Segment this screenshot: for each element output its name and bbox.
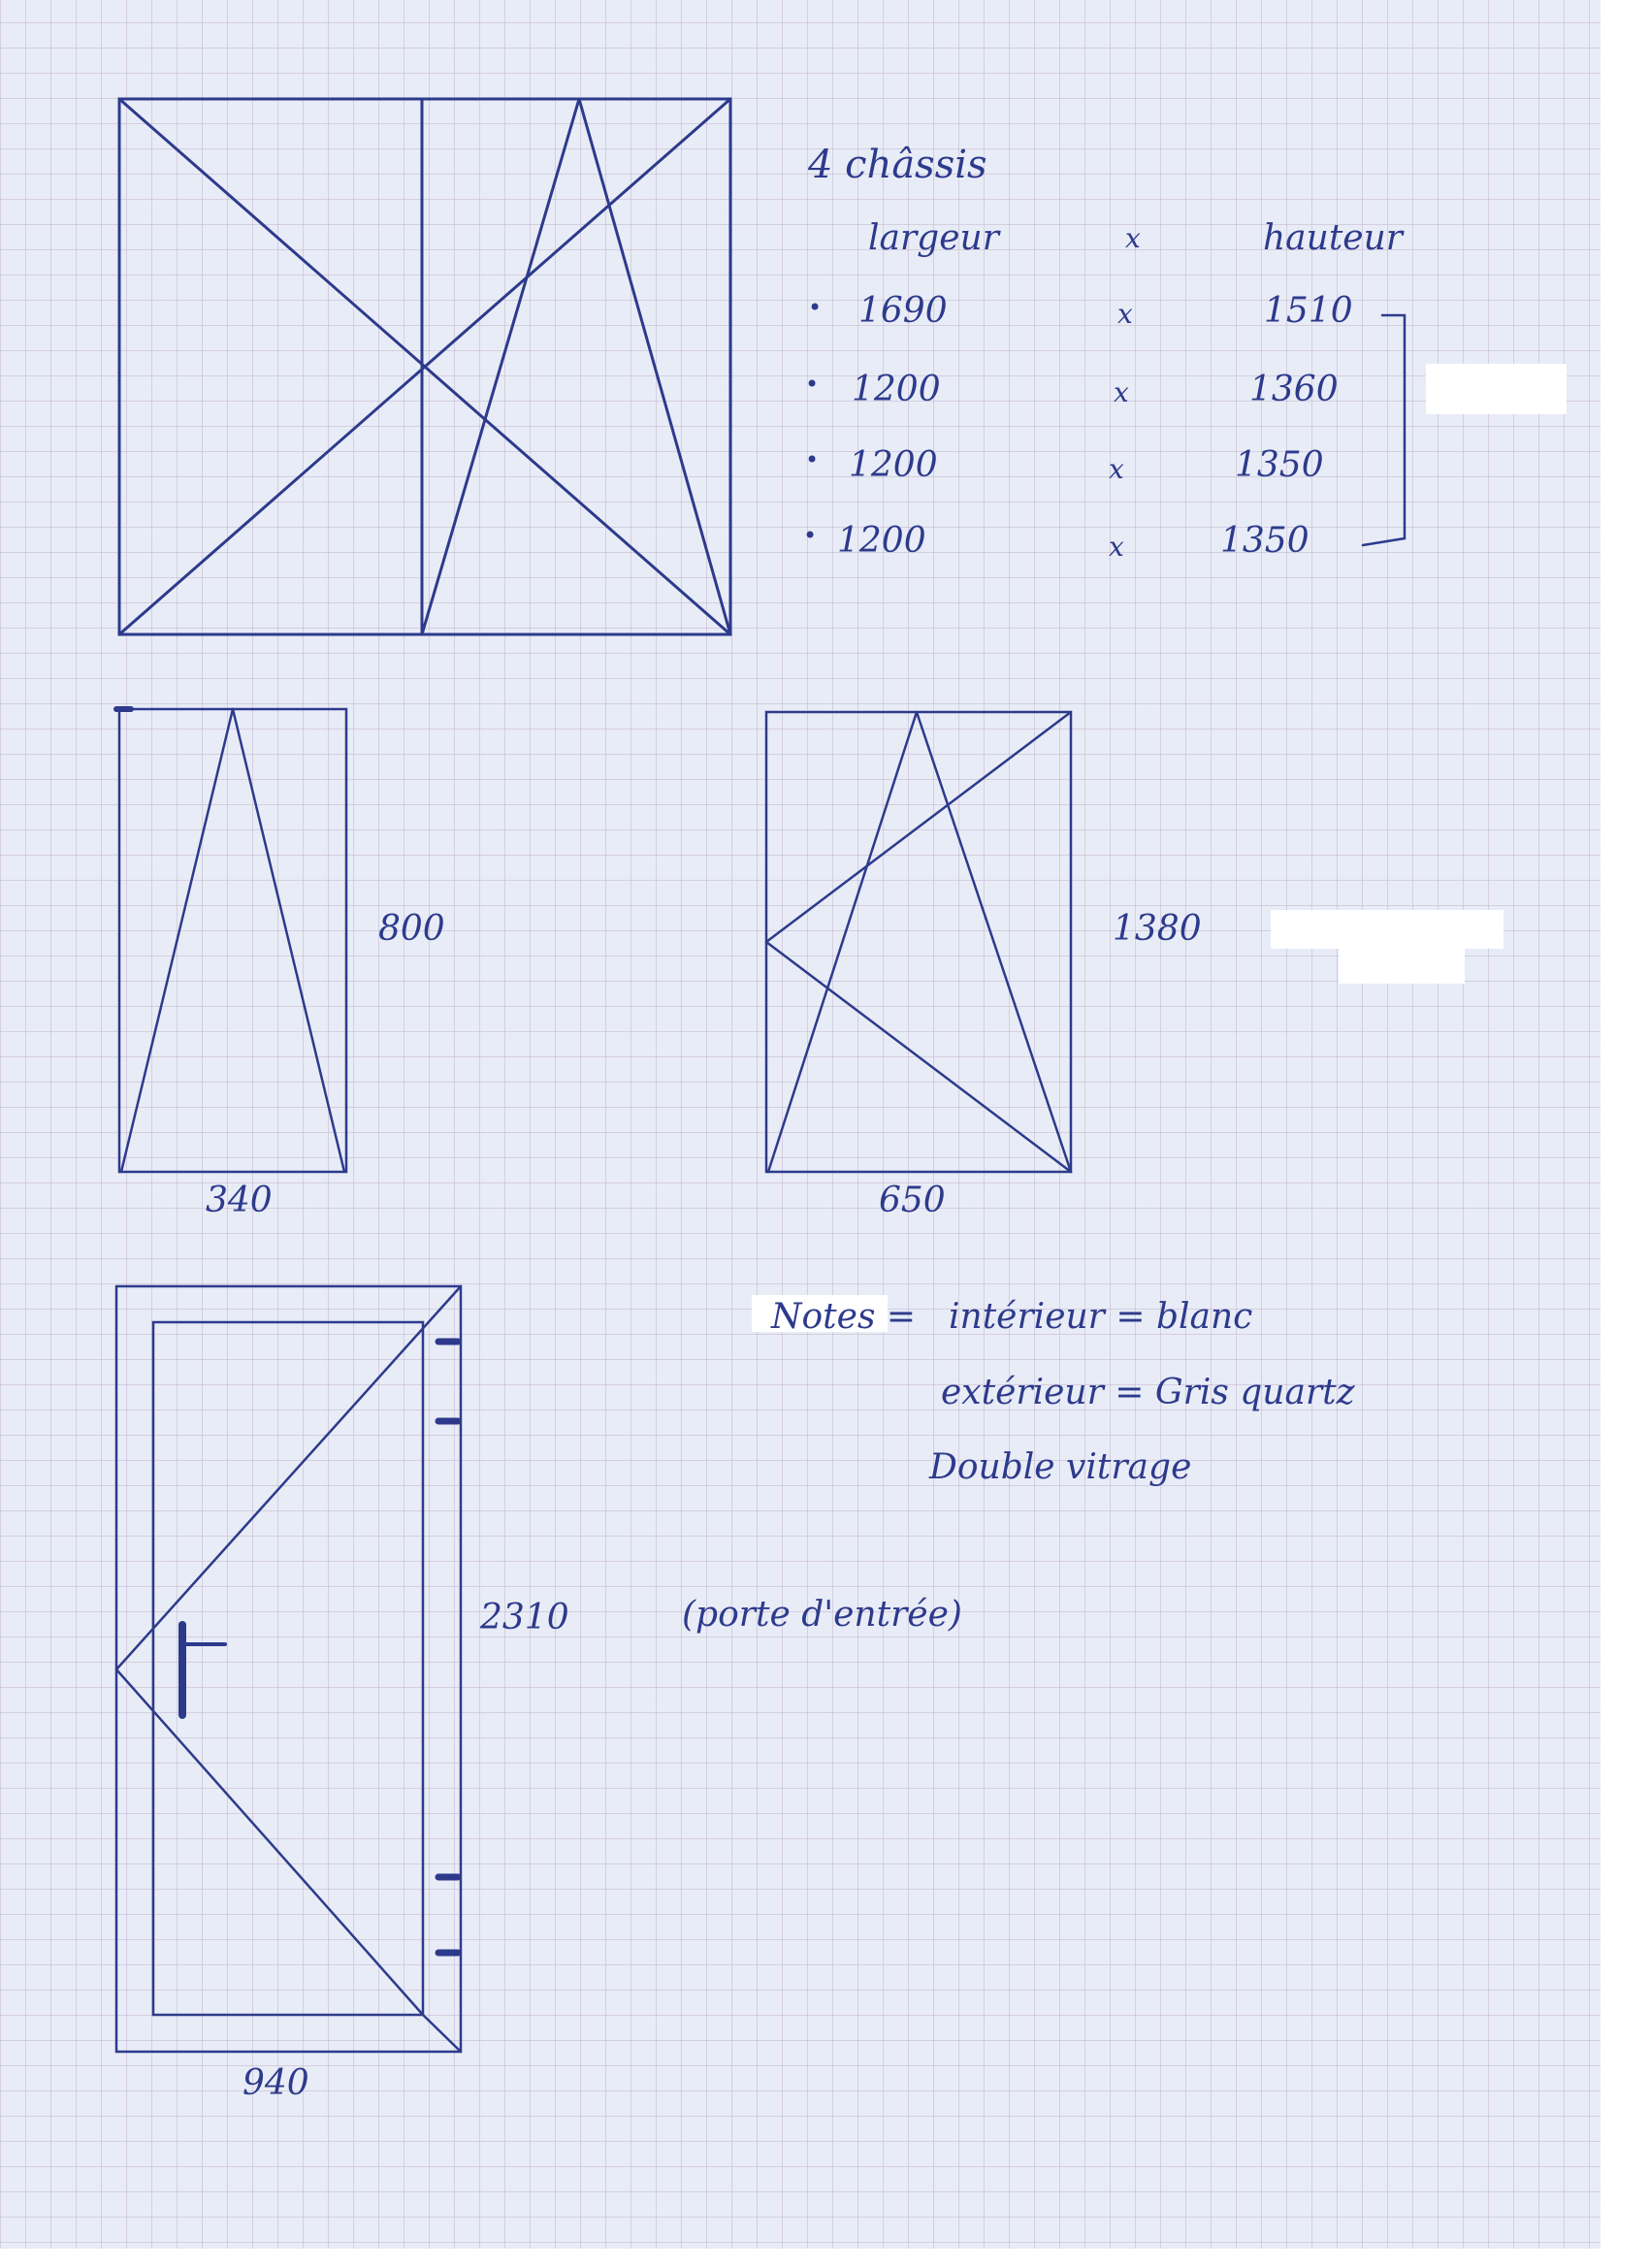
column-header-height: hauteur [1263, 218, 1403, 258]
table-bracket [1363, 315, 1405, 545]
window-large-drawing [119, 99, 730, 634]
column-header-times: x [1125, 222, 1141, 254]
door-drawing [116, 1286, 461, 2052]
row-bullet: • [803, 522, 818, 549]
row-width: 1200 [849, 445, 938, 485]
door-height: 2310 [480, 1598, 569, 1637]
notes-exterior: extérieur = Gris quartz [941, 1373, 1355, 1412]
door-width: 940 [242, 2063, 309, 2103]
window-small-drawing [116, 709, 346, 1172]
row-height: 1510 [1264, 291, 1353, 331]
window-medium-width: 650 [879, 1181, 946, 1220]
window-small-height: 800 [378, 909, 445, 949]
door-caption: (porte d'entrée) [682, 1595, 962, 1635]
notes-label: Notes = [771, 1297, 917, 1337]
window-small-width: 340 [206, 1181, 273, 1220]
row-bullet: • [805, 446, 820, 473]
row-height: 1350 [1235, 445, 1324, 485]
correction-patch [1426, 364, 1567, 414]
row-width: 1200 [837, 521, 926, 561]
row-times: x [1114, 376, 1129, 408]
window-medium-drawing [766, 712, 1071, 1172]
window-medium-height: 1380 [1113, 909, 1202, 949]
column-header-width: largeur [868, 218, 999, 258]
row-width: 1690 [858, 291, 948, 331]
row-height: 1360 [1249, 370, 1339, 409]
correction-patch [1339, 939, 1465, 984]
heading: 4 châssis [808, 143, 987, 187]
row-times: x [1109, 531, 1124, 563]
notes-glazing: Double vitrage [929, 1447, 1192, 1487]
row-height: 1350 [1220, 521, 1310, 561]
row-times: x [1109, 453, 1124, 485]
notes-interior: intérieur = blanc [949, 1297, 1253, 1337]
row-bullet: • [805, 371, 820, 398]
row-bullet: • [808, 294, 823, 321]
row-times: x [1117, 298, 1133, 330]
row-width: 1200 [852, 370, 941, 409]
